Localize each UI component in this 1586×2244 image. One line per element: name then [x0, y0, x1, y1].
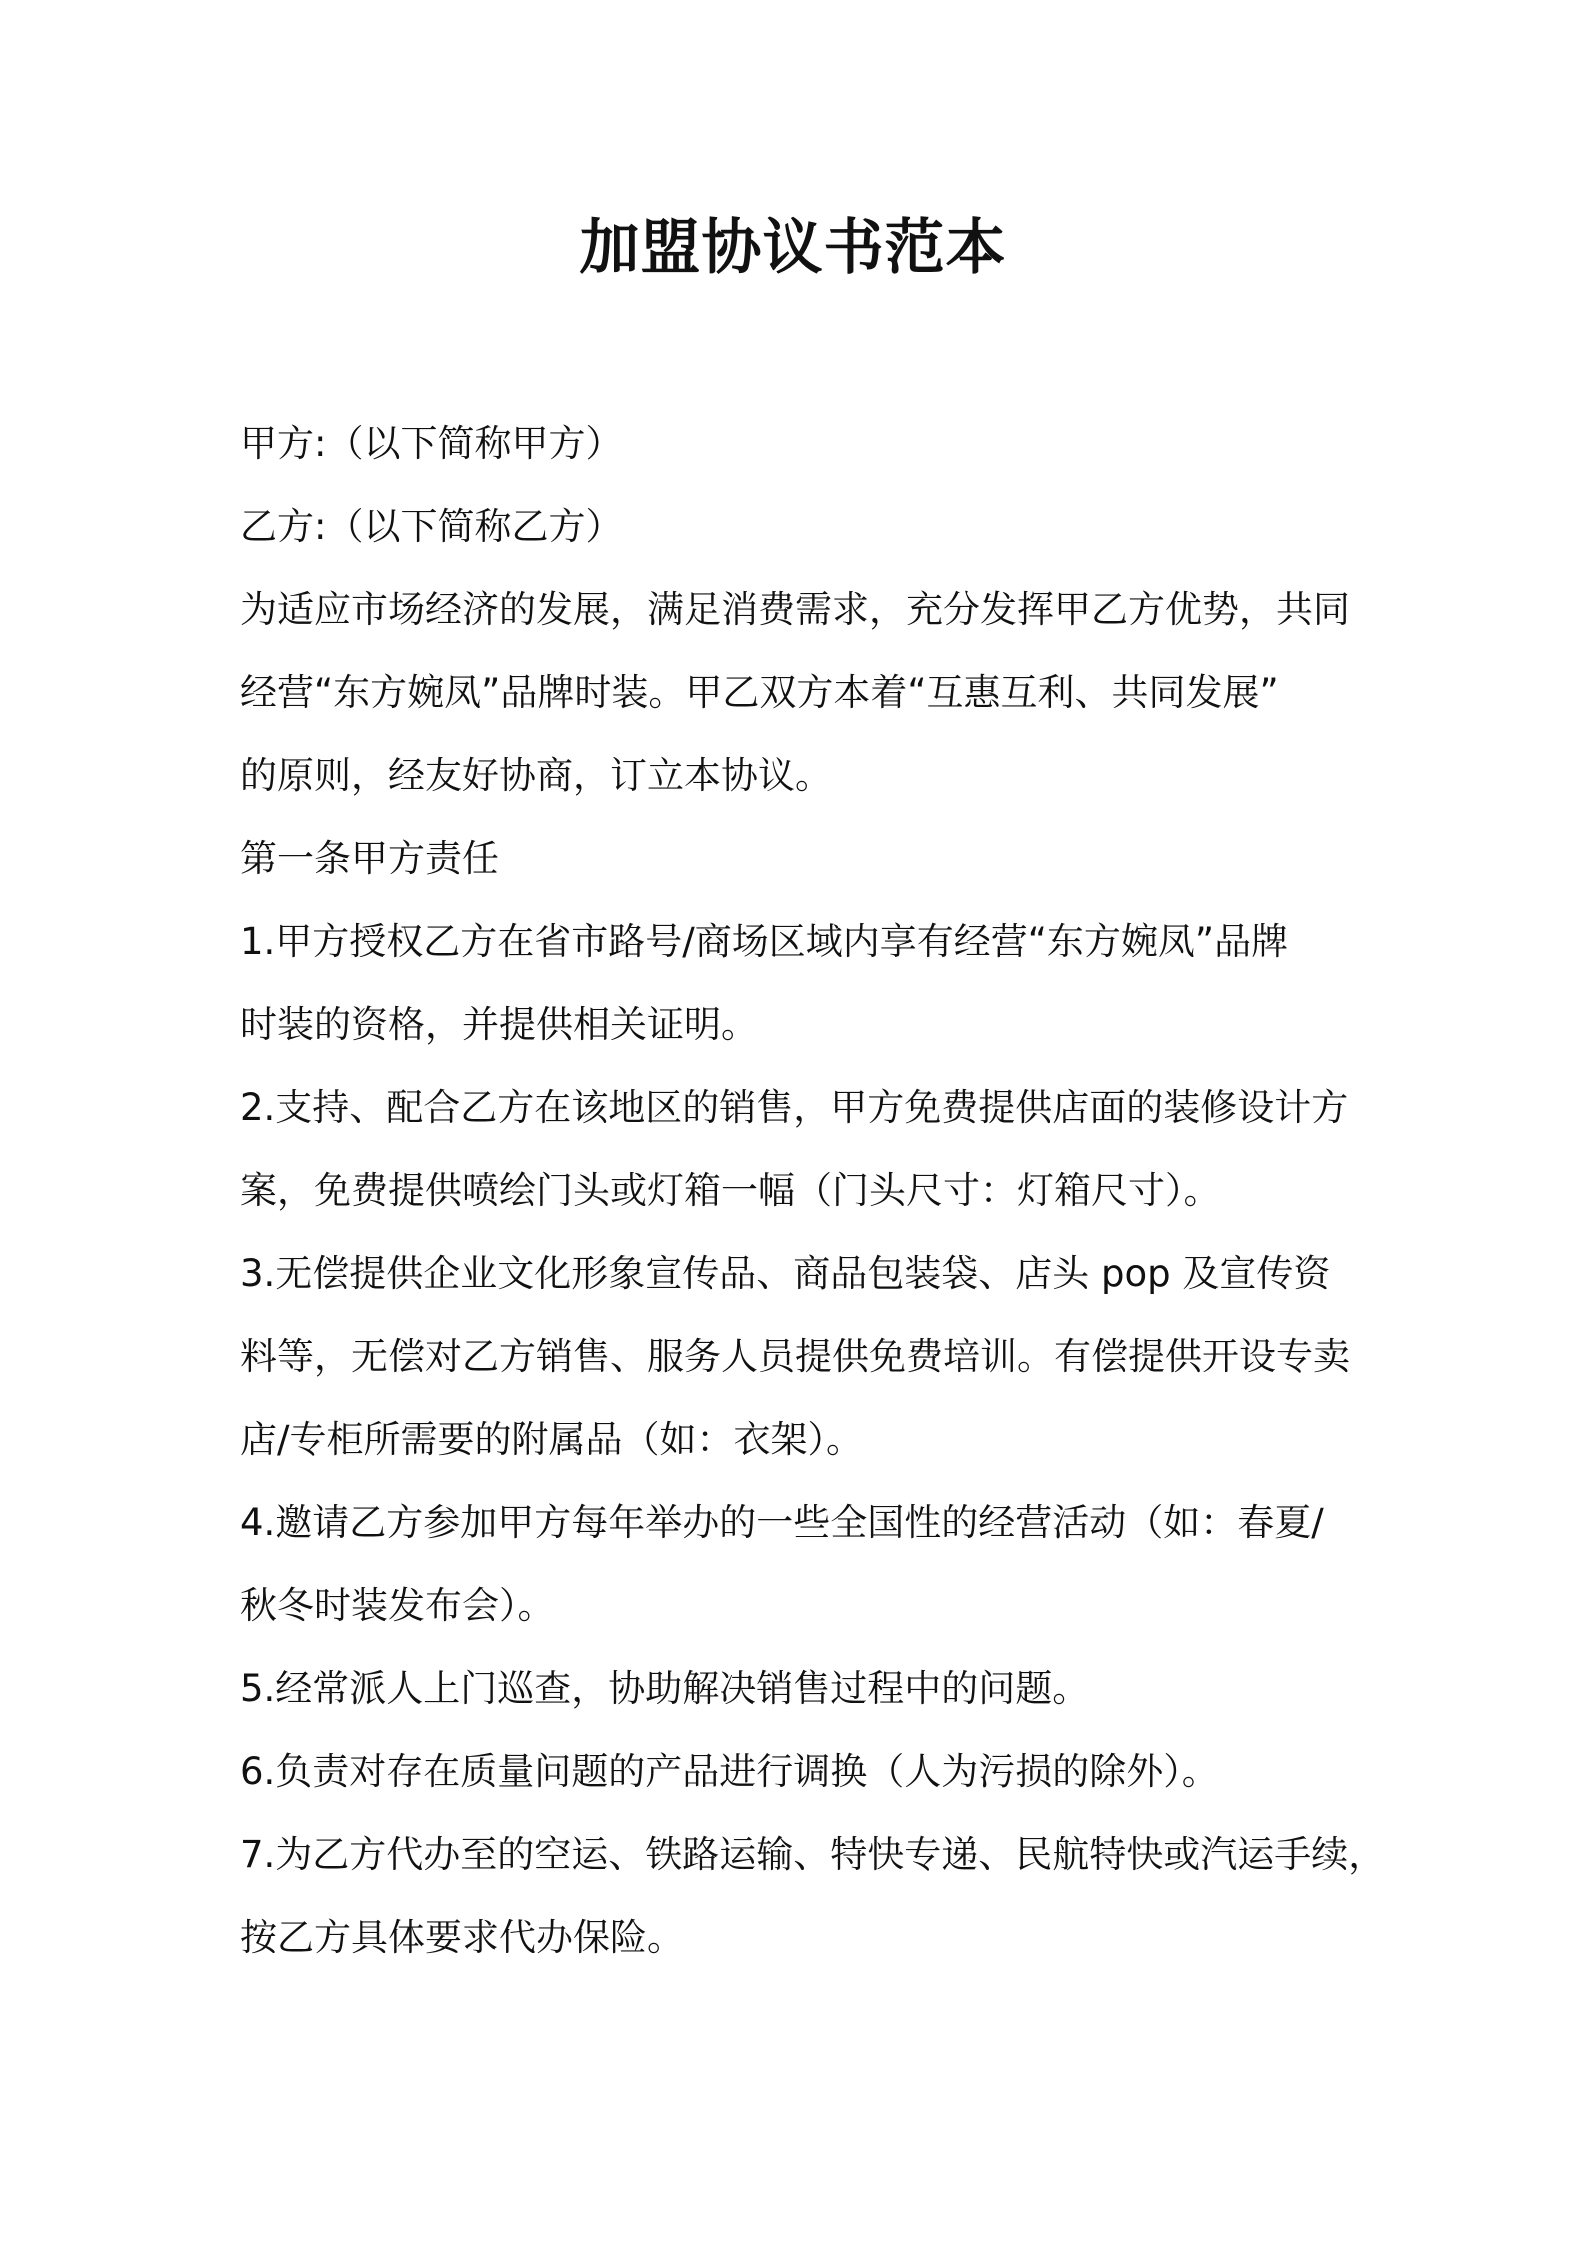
clause-4-line-1: 4.邀请乙方参加甲方每年举办的一些全国性的经营活动（如：春夏/: [240, 1501, 1324, 1544]
clause-2-line-2: 案，免费提供喷绘门头或灯箱一幅（门头尺寸：灯箱尺寸）。: [240, 1169, 1221, 1212]
clause-1-line-2: 时装的资格，并提供相关证明。: [240, 1003, 758, 1046]
line-party-b: 乙方:（以下简称乙方）: [240, 505, 623, 548]
clause-4-line-2: 秋冬时装发布会）。: [240, 1584, 555, 1627]
section-heading-article-1: 第一条甲方责任: [240, 837, 499, 880]
clause-3-line-3: 店/专柜所需要的附属品（如：衣架）。: [240, 1418, 863, 1461]
line-preamble-2: 经营“东方婉凤”品牌时装。甲乙双方本着“互惠互利、共同发展”: [240, 671, 1279, 714]
line-preamble-3: 的原则，经友好协商，订立本协议。: [240, 754, 832, 797]
line-preamble-1: 为适应市场经济的发展，满足消费需求，充分发挥甲乙方优势，共同: [240, 588, 1350, 631]
document-body: [240, 402, 1386, 1979]
clause-7-line-1: 7.为乙方代办至的空运、铁路运输、特快专递、民航特快或汽运手续，: [240, 1833, 1386, 1876]
clause-2-line-1: 2.支持、配合乙方在该地区的销售，甲方免费提供店面的装修设计方: [240, 1086, 1349, 1129]
clause-1-line-1: 1.甲方授权乙方在省市路号/商场区域内享有经营“东方婉凤”品牌: [240, 920, 1289, 963]
clause-5: 5.经常派人上门巡查，协助解决销售过程中的问题。: [240, 1667, 1090, 1710]
clause-3-line-1: 3.无偿提供企业文化形象宣传品、商品包装袋、店头 pop 及宣传资: [240, 1252, 1331, 1295]
document-title: 加盟协议书范本: [579, 213, 1007, 283]
clause-3-line-2: 料等，无偿对乙方销售、服务人员提供免费培训。有偿提供开设专卖: [240, 1335, 1350, 1378]
clause-6: 6.负责对存在质量问题的产品进行调换（人为污损的除外）。: [240, 1750, 1219, 1793]
clause-7-line-2: 按乙方具体要求代办保险。: [240, 1916, 684, 1959]
line-party-a: 甲方:（以下简称甲方）: [240, 422, 623, 465]
